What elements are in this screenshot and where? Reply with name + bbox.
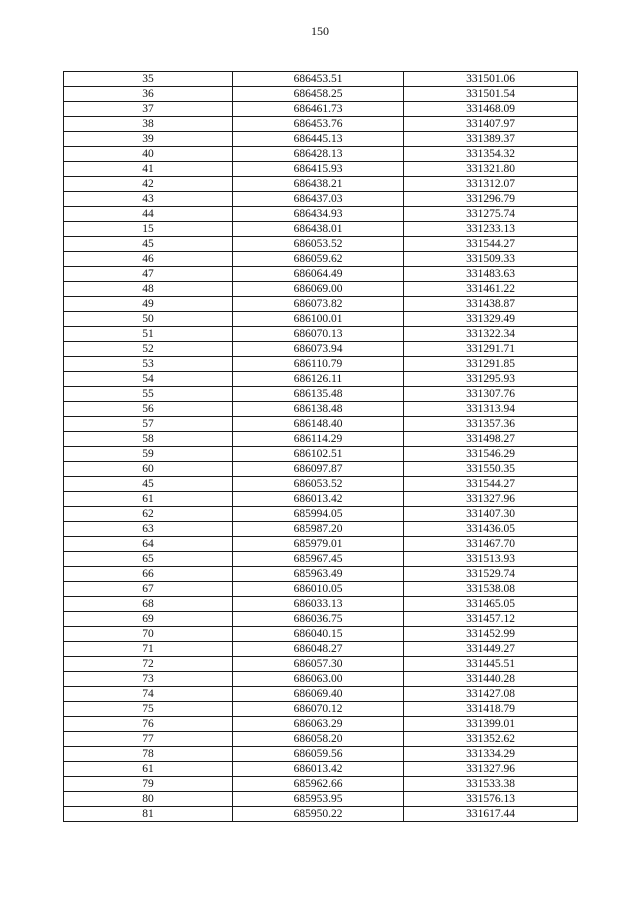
y-coordinate-cell: 331457.12 <box>404 612 578 627</box>
x-coordinate-cell: 686036.75 <box>233 612 404 627</box>
x-coordinate-cell: 686013.42 <box>233 492 404 507</box>
table-row <box>64 72 578 87</box>
point-number-cell: 38 <box>64 117 233 132</box>
y-coordinate-cell: 331438.87 <box>404 297 578 312</box>
point-number-cell: 36 <box>64 87 233 102</box>
point-number-cell: 62 <box>64 507 233 522</box>
point-number-cell: 72 <box>64 657 233 672</box>
y-coordinate-cell: 331313.94 <box>404 402 578 417</box>
x-coordinate-cell: 686114.29 <box>233 432 404 447</box>
point-number-cell: 41 <box>64 162 233 177</box>
table-row <box>64 162 578 177</box>
table-row <box>64 537 578 552</box>
table-row <box>64 552 578 567</box>
table-row <box>64 102 578 117</box>
point-number-cell: 69 <box>64 612 233 627</box>
point-number-cell: 43 <box>64 192 233 207</box>
table-row <box>64 432 578 447</box>
x-coordinate-cell: 686069.00 <box>233 282 404 297</box>
x-coordinate-cell: 686453.76 <box>233 117 404 132</box>
page-number: 150 <box>311 24 329 38</box>
table-row <box>64 522 578 537</box>
table-row <box>64 402 578 417</box>
y-coordinate-cell: 331399.01 <box>404 717 578 732</box>
x-coordinate-cell: 686053.52 <box>233 237 404 252</box>
x-coordinate-cell: 686453.51 <box>233 72 404 87</box>
x-coordinate-cell: 686461.73 <box>233 102 404 117</box>
x-coordinate-cell: 686438.21 <box>233 177 404 192</box>
x-coordinate-cell: 686126.11 <box>233 372 404 387</box>
table-row <box>64 582 578 597</box>
table-row <box>64 87 578 102</box>
point-number-cell: 76 <box>64 717 233 732</box>
table-row <box>64 222 578 237</box>
y-coordinate-cell: 331352.62 <box>404 732 578 747</box>
point-number-cell: 59 <box>64 447 233 462</box>
point-number-cell: 73 <box>64 672 233 687</box>
x-coordinate-cell: 686434.93 <box>233 207 404 222</box>
x-coordinate-cell: 686102.51 <box>233 447 404 462</box>
point-number-cell: 37 <box>64 102 233 117</box>
table-row <box>64 447 578 462</box>
x-coordinate-cell: 686437.03 <box>233 192 404 207</box>
x-coordinate-cell: 686100.01 <box>233 312 404 327</box>
point-number-cell: 71 <box>64 642 233 657</box>
table-row <box>64 417 578 432</box>
x-coordinate-cell: 685987.20 <box>233 522 404 537</box>
x-coordinate-cell: 685979.01 <box>233 537 404 552</box>
x-coordinate-cell: 686445.13 <box>233 132 404 147</box>
table-row <box>64 702 578 717</box>
y-coordinate-cell: 331321.80 <box>404 162 578 177</box>
point-number-cell: 46 <box>64 252 233 267</box>
x-coordinate-cell: 686053.52 <box>233 477 404 492</box>
table-row <box>64 297 578 312</box>
x-coordinate-cell: 686438.01 <box>233 222 404 237</box>
point-number-cell: 66 <box>64 567 233 582</box>
y-coordinate-cell: 331436.05 <box>404 522 578 537</box>
table-row <box>64 237 578 252</box>
y-coordinate-cell: 331546.29 <box>404 447 578 462</box>
x-coordinate-cell: 686033.13 <box>233 597 404 612</box>
table-row <box>64 717 578 732</box>
y-coordinate-cell: 331291.71 <box>404 342 578 357</box>
y-coordinate-cell: 331467.70 <box>404 537 578 552</box>
y-coordinate-cell: 331544.27 <box>404 477 578 492</box>
table-row <box>64 342 578 357</box>
x-coordinate-cell: 686073.94 <box>233 342 404 357</box>
x-coordinate-cell: 686415.93 <box>233 162 404 177</box>
y-coordinate-cell: 331513.93 <box>404 552 578 567</box>
table-row <box>64 642 578 657</box>
x-coordinate-cell: 686073.82 <box>233 297 404 312</box>
point-number-cell: 77 <box>64 732 233 747</box>
x-coordinate-cell: 686148.40 <box>233 417 404 432</box>
y-coordinate-cell: 331233.13 <box>404 222 578 237</box>
table-row <box>64 477 578 492</box>
table-row <box>64 177 578 192</box>
y-coordinate-cell: 331307.76 <box>404 387 578 402</box>
y-coordinate-cell: 331445.51 <box>404 657 578 672</box>
x-coordinate-cell: 686070.13 <box>233 327 404 342</box>
y-coordinate-cell: 331529.74 <box>404 567 578 582</box>
table-row <box>64 117 578 132</box>
point-number-cell: 44 <box>64 207 233 222</box>
point-number-cell: 63 <box>64 522 233 537</box>
y-coordinate-cell: 331295.93 <box>404 372 578 387</box>
table-row <box>64 132 578 147</box>
y-coordinate-cell: 331389.37 <box>404 132 578 147</box>
point-number-cell: 74 <box>64 687 233 702</box>
point-number-cell: 61 <box>64 492 233 507</box>
point-number-cell: 47 <box>64 267 233 282</box>
table-row <box>64 387 578 402</box>
x-coordinate-cell: 686428.13 <box>233 147 404 162</box>
point-number-cell: 80 <box>64 792 233 807</box>
table-row <box>64 357 578 372</box>
point-number-cell: 81 <box>64 807 233 822</box>
table-row <box>64 507 578 522</box>
table-row <box>64 597 578 612</box>
y-coordinate-cell: 331550.35 <box>404 462 578 477</box>
y-coordinate-cell: 331544.27 <box>404 237 578 252</box>
y-coordinate-cell: 331312.07 <box>404 177 578 192</box>
y-coordinate-cell: 331427.08 <box>404 687 578 702</box>
point-number-cell: 79 <box>64 777 233 792</box>
point-number-cell: 57 <box>64 417 233 432</box>
table-row <box>64 312 578 327</box>
table-row <box>64 492 578 507</box>
table-row <box>64 567 578 582</box>
point-number-cell: 67 <box>64 582 233 597</box>
table-row <box>64 267 578 282</box>
x-coordinate-cell: 686010.05 <box>233 582 404 597</box>
point-number-cell: 39 <box>64 132 233 147</box>
table-row <box>64 762 578 777</box>
y-coordinate-cell: 331461.22 <box>404 282 578 297</box>
y-coordinate-cell: 331501.54 <box>404 87 578 102</box>
table-row <box>64 462 578 477</box>
y-coordinate-cell: 331452.99 <box>404 627 578 642</box>
point-number-cell: 61 <box>64 762 233 777</box>
y-coordinate-cell: 331418.79 <box>404 702 578 717</box>
coordinates-table <box>63 71 578 822</box>
x-coordinate-cell: 686063.29 <box>233 717 404 732</box>
y-coordinate-cell: 331407.97 <box>404 117 578 132</box>
x-coordinate-cell: 686057.30 <box>233 657 404 672</box>
point-number-cell: 52 <box>64 342 233 357</box>
y-coordinate-cell: 331329.49 <box>404 312 578 327</box>
x-coordinate-cell: 686069.40 <box>233 687 404 702</box>
point-number-cell: 58 <box>64 432 233 447</box>
table-row <box>64 372 578 387</box>
y-coordinate-cell: 331322.34 <box>404 327 578 342</box>
x-coordinate-cell: 686040.15 <box>233 627 404 642</box>
table-row <box>64 687 578 702</box>
table-row <box>64 207 578 222</box>
point-number-cell: 49 <box>64 297 233 312</box>
x-coordinate-cell: 686059.62 <box>233 252 404 267</box>
x-coordinate-cell: 686138.48 <box>233 402 404 417</box>
x-coordinate-cell: 685994.05 <box>233 507 404 522</box>
point-number-cell: 54 <box>64 372 233 387</box>
table-row <box>64 282 578 297</box>
y-coordinate-cell: 331291.85 <box>404 357 578 372</box>
table-row <box>64 252 578 267</box>
y-coordinate-cell: 331440.28 <box>404 672 578 687</box>
y-coordinate-cell: 331483.63 <box>404 267 578 282</box>
table-row <box>64 192 578 207</box>
point-number-cell: 68 <box>64 597 233 612</box>
x-coordinate-cell: 686064.49 <box>233 267 404 282</box>
point-number-cell: 70 <box>64 627 233 642</box>
table-row <box>64 777 578 792</box>
x-coordinate-cell: 686058.20 <box>233 732 404 747</box>
x-coordinate-cell: 685962.66 <box>233 777 404 792</box>
y-coordinate-cell: 331468.09 <box>404 102 578 117</box>
point-number-cell: 51 <box>64 327 233 342</box>
x-coordinate-cell: 686063.00 <box>233 672 404 687</box>
point-number-cell: 75 <box>64 702 233 717</box>
y-coordinate-cell: 331617.44 <box>404 807 578 822</box>
x-coordinate-cell: 686110.79 <box>233 357 404 372</box>
point-number-cell: 60 <box>64 462 233 477</box>
x-coordinate-cell: 686070.12 <box>233 702 404 717</box>
y-coordinate-cell: 331327.96 <box>404 762 578 777</box>
point-number-cell: 42 <box>64 177 233 192</box>
y-coordinate-cell: 331327.96 <box>404 492 578 507</box>
point-number-cell: 35 <box>64 72 233 87</box>
y-coordinate-cell: 331407.30 <box>404 507 578 522</box>
table-row <box>64 792 578 807</box>
table-row <box>64 747 578 762</box>
table-row <box>64 672 578 687</box>
x-coordinate-cell: 685967.45 <box>233 552 404 567</box>
point-number-cell: 15 <box>64 222 233 237</box>
table-row <box>64 657 578 672</box>
y-coordinate-cell: 331357.36 <box>404 417 578 432</box>
x-coordinate-cell: 685963.49 <box>233 567 404 582</box>
point-number-cell: 55 <box>64 387 233 402</box>
y-coordinate-cell: 331275.74 <box>404 207 578 222</box>
table-row <box>64 327 578 342</box>
table-row <box>64 147 578 162</box>
point-number-cell: 40 <box>64 147 233 162</box>
y-coordinate-cell: 331501.06 <box>404 72 578 87</box>
y-coordinate-cell: 331296.79 <box>404 192 578 207</box>
y-coordinate-cell: 331354.32 <box>404 147 578 162</box>
y-coordinate-cell: 331509.33 <box>404 252 578 267</box>
point-number-cell: 56 <box>64 402 233 417</box>
point-number-cell: 64 <box>64 537 233 552</box>
point-number-cell: 45 <box>64 477 233 492</box>
table-row <box>64 807 578 822</box>
x-coordinate-cell: 686048.27 <box>233 642 404 657</box>
y-coordinate-cell: 331576.13 <box>404 792 578 807</box>
x-coordinate-cell: 686013.42 <box>233 762 404 777</box>
x-coordinate-cell: 686059.56 <box>233 747 404 762</box>
x-coordinate-cell: 686097.87 <box>233 462 404 477</box>
point-number-cell: 78 <box>64 747 233 762</box>
y-coordinate-cell: 331538.08 <box>404 582 578 597</box>
x-coordinate-cell: 686458.25 <box>233 87 404 102</box>
table-row <box>64 732 578 747</box>
x-coordinate-cell: 685953.95 <box>233 792 404 807</box>
y-coordinate-cell: 331533.38 <box>404 777 578 792</box>
x-coordinate-cell: 686135.48 <box>233 387 404 402</box>
table-row <box>64 627 578 642</box>
y-coordinate-cell: 331465.05 <box>404 597 578 612</box>
y-coordinate-cell: 331334.29 <box>404 747 578 762</box>
point-number-cell: 48 <box>64 282 233 297</box>
y-coordinate-cell: 331449.27 <box>404 642 578 657</box>
point-number-cell: 53 <box>64 357 233 372</box>
coordinates-table-body <box>64 72 578 822</box>
point-number-cell: 45 <box>64 237 233 252</box>
y-coordinate-cell: 331498.27 <box>404 432 578 447</box>
point-number-cell: 50 <box>64 312 233 327</box>
x-coordinate-cell: 685950.22 <box>233 807 404 822</box>
table-row <box>64 612 578 627</box>
point-number-cell: 65 <box>64 552 233 567</box>
